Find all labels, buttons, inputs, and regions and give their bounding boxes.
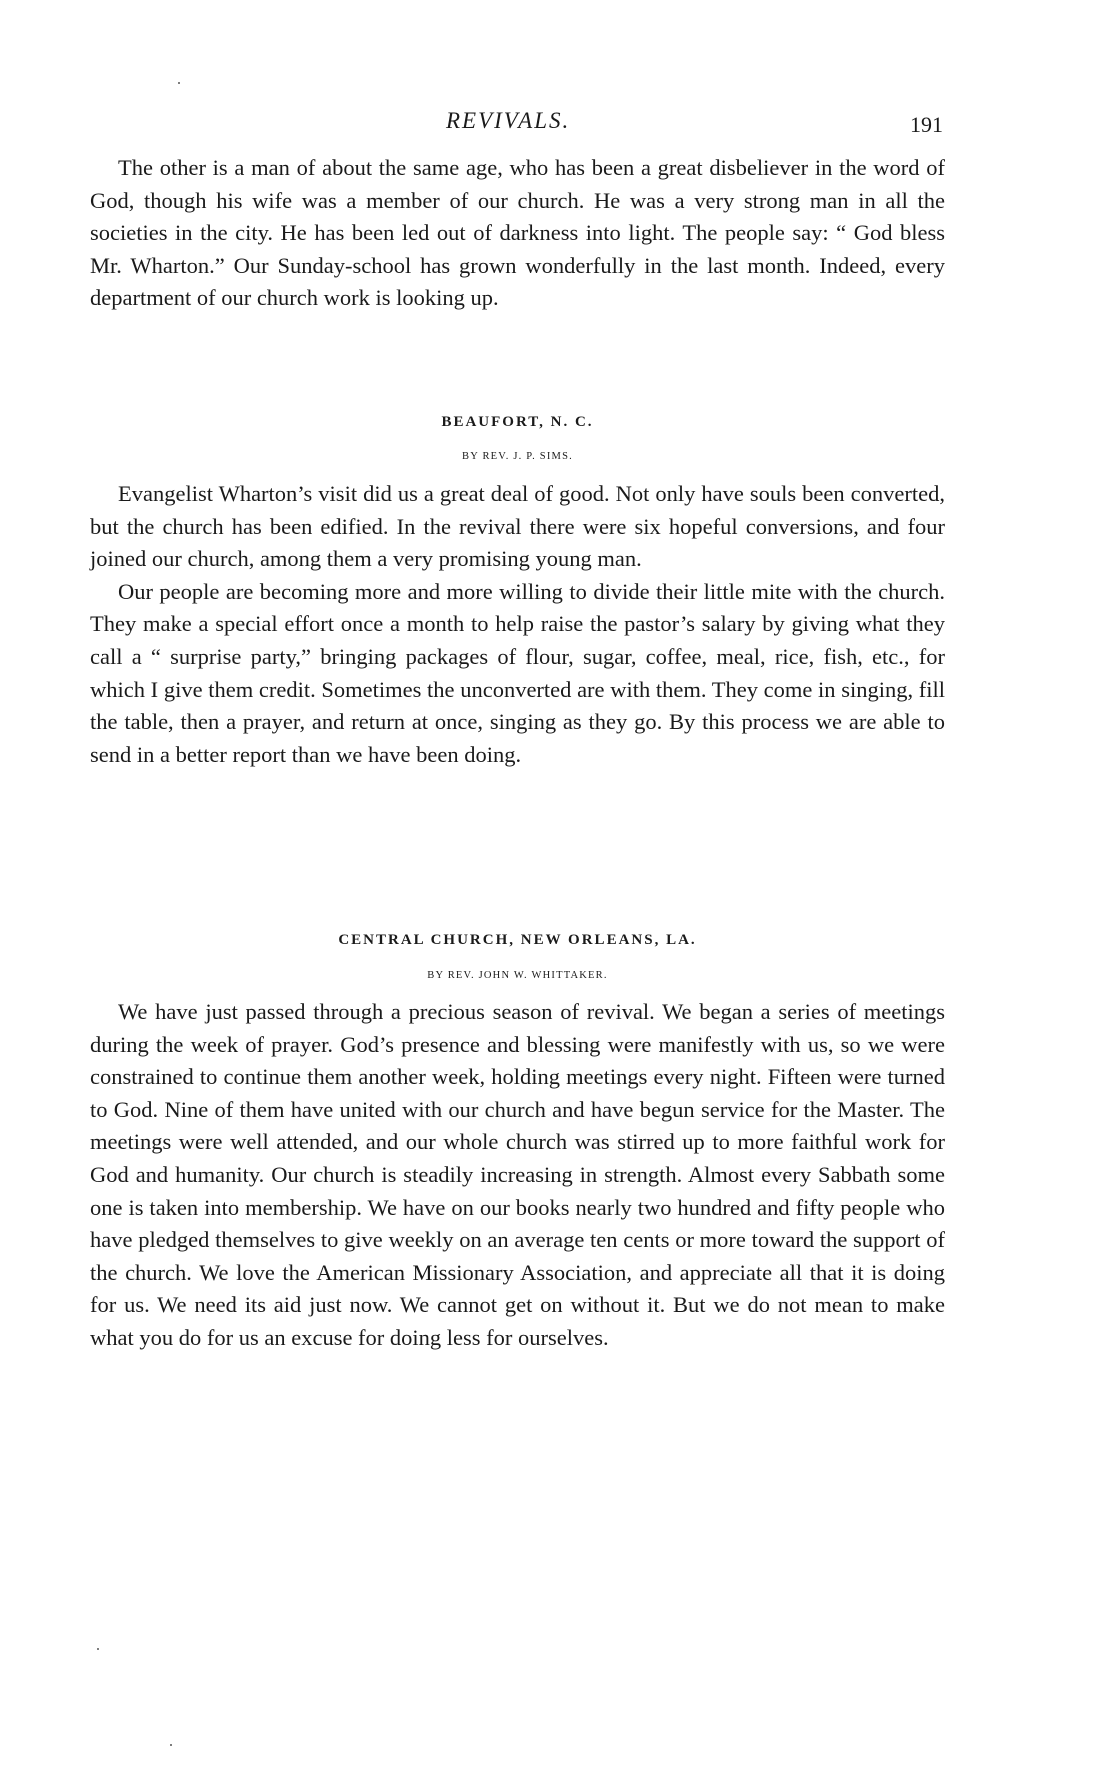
byline-new-orleans: BY REV. JOHN W. WHITTAKER. xyxy=(427,970,608,981)
running-head xyxy=(0,108,1120,142)
beaufort-section xyxy=(90,478,945,771)
paper-speck xyxy=(170,1744,172,1746)
continuation-section xyxy=(90,152,945,315)
page-number: 191 xyxy=(910,112,943,137)
running-title: REVIVALS. xyxy=(446,108,571,133)
new-orleans-section xyxy=(90,996,945,1355)
beaufort-paragraph-1: Evangelist Wharton’s visit did us a great deal of good. Not only have souls been converted, but the church has been edified. In the revival there were six hopeful conversions, and four joined our church, among them a very promising young man. xyxy=(90,481,945,572)
paper-speck xyxy=(178,82,180,84)
section-heading-beaufort: BEAUFORT, N. C. xyxy=(441,414,594,430)
beaufort-paragraph-2: Our people are becoming more and more willing to divide their little mite with the church. They make a special effort once a month to help raise the pastor’s salary by giving what they call a “ surprise party,” bringing packages of flour, sugar, coffee, meal, rice, fish, etc., for which I give them credit. Sometimes the unconverted are with them. They come in singing, fill the table, then a prayer, and return at once, singing as they go. By this process we are able to send in a better report than we have been doing. xyxy=(90,578,945,767)
paper-speck xyxy=(97,1648,99,1650)
section-heading-new-orleans: CENTRAL CHURCH, NEW ORLEANS, LA. xyxy=(338,932,697,948)
continuation-paragraph: The other is a man of about the same age, who has been a great disbeliever in the word of God, though his wife was a member of our church. He was a very strong man in all the societies in the city. He has been led out of darkness into light. The people say: “ God bless Mr. Wharton.” Our Sunday-school has grown wonderfully in the last month. Indeed, every department of our church work is looking up. xyxy=(90,155,945,311)
byline-beaufort: BY REV. J. P. SIMS. xyxy=(462,451,573,462)
new-orleans-paragraph: We have just passed through a precious season of revival. We began a series of meetings during the week of prayer. God’s presence and blessing were manifestly with us, so we were constrained to continue them another week, holding meetings every night. Fifteen were turned to God. Nine of them have united with our church and have begun service for the Master. The meetings were well attended, and our whole church was stirred up to more faithful work for God and humanity. Our church is steadily increasing in strength. Almost every Sabbath some one is taken into membership. We have on our books nearly two hundred and fifty people who have pledged themselves to give weekly on an average ten cents or more toward the support of the church. We love the American Missionary Association, and appreciate all that it is doing for us. We need its aid just now. We cannot get on without it. But we do not mean to make what you do for us an excuse for doing less for ourselves. xyxy=(90,999,945,1350)
